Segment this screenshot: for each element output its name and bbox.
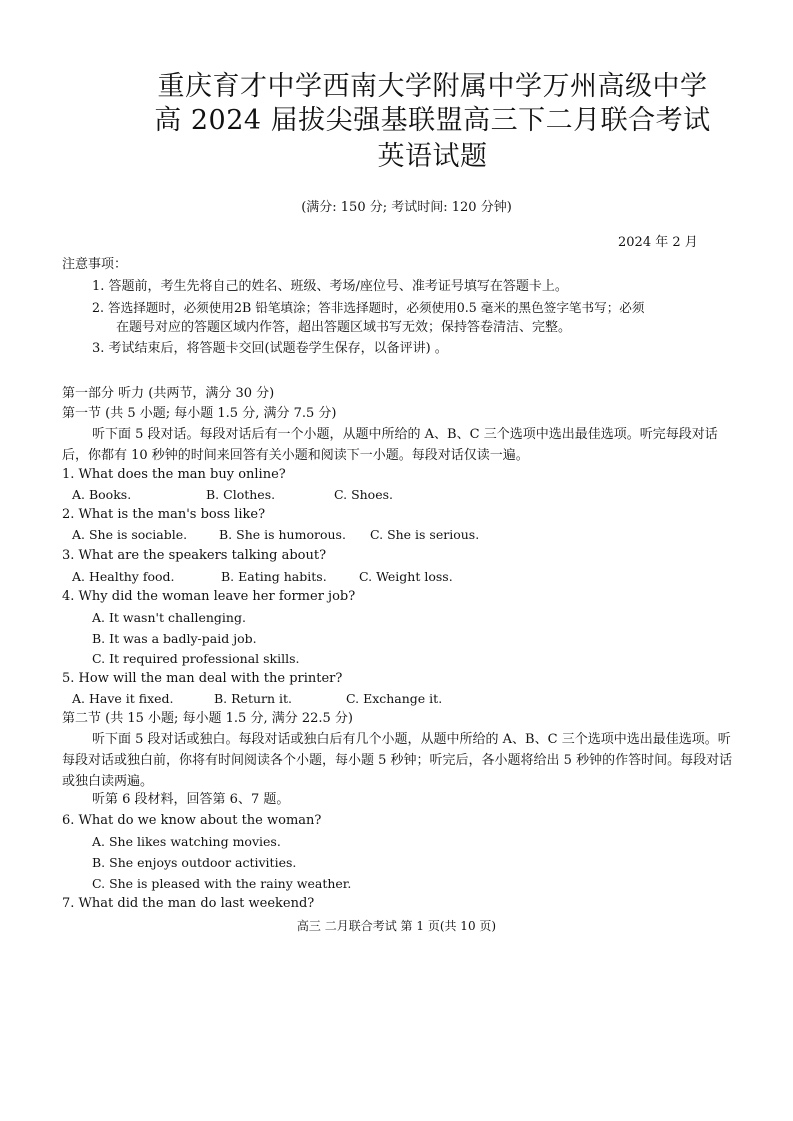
option-c: C. Weight loss. — [359, 569, 453, 584]
exam-date: 2024 年 2 月 — [618, 235, 698, 250]
option-a: A. She is sociable. — [72, 527, 188, 542]
question-5: 5. How will the man deal with the printer? — [62, 671, 343, 686]
section2-instruction: 听下面 5 段对话或独白。每段对话或独白后有几个小题，从题中所给的 A、B、C 三个选项中选出最佳选项。听每段对话或独白前，你将有时间阅读各个小题，每小题 5 秒钟；听完后，各小题将给出 5 秒钟的作答时间。每段对话或独白读两遍。 — [62, 732, 733, 789]
question-6: 6. What do we know about the woman? — [62, 813, 322, 828]
question-1: 1. What does the man buy online? — [62, 467, 286, 482]
title-schools: 重庆育才中学西南大学附属中学万州高级中学 — [157, 71, 708, 102]
material-6-note: 听第 6 段材料，回答第 6、7 题。 — [92, 792, 290, 807]
question-4-option-c: C. It required professional skills. — [92, 651, 300, 666]
section1-heading: 第一节 (共 5 小题; 每小题 1.5 分, 满分 7.5 分) — [62, 406, 337, 421]
notice-item-2: 2. 答选择题时，必须使用2B 铅笔填涂；答非选择题时，必须使用0.5 毫米的黑色签字笔书写；必须 — [92, 300, 645, 315]
option-b: B. Clothes. — [206, 487, 276, 502]
option-b: B. She is humorous. — [219, 527, 346, 542]
question-3: 3. What are the speakers talking about? — [62, 548, 327, 563]
option-c: C. Shoes. — [334, 487, 393, 502]
option-c: C. She is serious. — [370, 527, 480, 542]
option-a: A. Books. — [72, 487, 132, 502]
notice-item-1: 1. 答题前，考生先将自己的姓名、班级、考场/座位号、准考证号填写在答题卡上。 — [92, 279, 568, 294]
option-a: A. Have it fixed. — [72, 691, 174, 706]
question-4: 4. Why did the woman leave her former job? — [62, 589, 356, 604]
option-a: A. Healthy food. — [72, 569, 175, 584]
option-b: B. Eating habits. — [221, 569, 327, 584]
notice-heading: 注意事项： — [62, 257, 128, 272]
question-4-option-a: A. It wasn't challenging. — [92, 610, 246, 625]
question-2: 2. What is the man's boss like? — [62, 507, 266, 522]
option-b: B. Return it. — [214, 691, 293, 706]
title-subject: 英语试题 — [377, 141, 488, 172]
question-7: 7. What did the man do last weekend? — [62, 896, 315, 911]
page-footer: 高三 二月联合考试 第 1 页(共 10 页) — [296, 919, 497, 933]
section2-heading: 第二节 (共 15 小题; 每小题 1.5 分, 满分 22.5 分) — [62, 711, 354, 726]
question-6-option-c: C. She is pleased with the rainy weather. — [92, 876, 352, 891]
exam-meta: (满分: 150 分; 考试时间: 120 分钟) — [301, 200, 512, 215]
section1-instruction: 听下面 5 段对话。每段对话后有一个小题，从题中所给的 A、B、C 三个选项中选出最佳选项。听完每段对话后，你都有 10 秒钟的时间来回答有关小题和阅读下一小题。每段对话仅读一遍。 — [62, 427, 718, 463]
notice-item-2-cont: 在题号对应的答题区域内作答，超出答题区域书写无效；保持答卷清洁、完整。 — [116, 320, 572, 335]
notice-item-3: 3. 考试结束后，将答题卡交回(试题卷学生保存，以备评讲) 。 — [92, 341, 448, 356]
question-6-option-a: A. She likes watching movies. — [92, 834, 281, 849]
title-exam: 高 2024 届拔尖强基联盟高三下二月联合考试 — [154, 105, 711, 136]
question-6-option-b: B. She enjoys outdoor activities. — [92, 855, 297, 870]
question-4-option-b: B. It was a badly-paid job. — [92, 631, 257, 646]
option-c: C. Exchange it. — [346, 691, 443, 706]
part1-heading: 第一部分 听力 (共两节，满分 30 分) — [62, 386, 275, 401]
